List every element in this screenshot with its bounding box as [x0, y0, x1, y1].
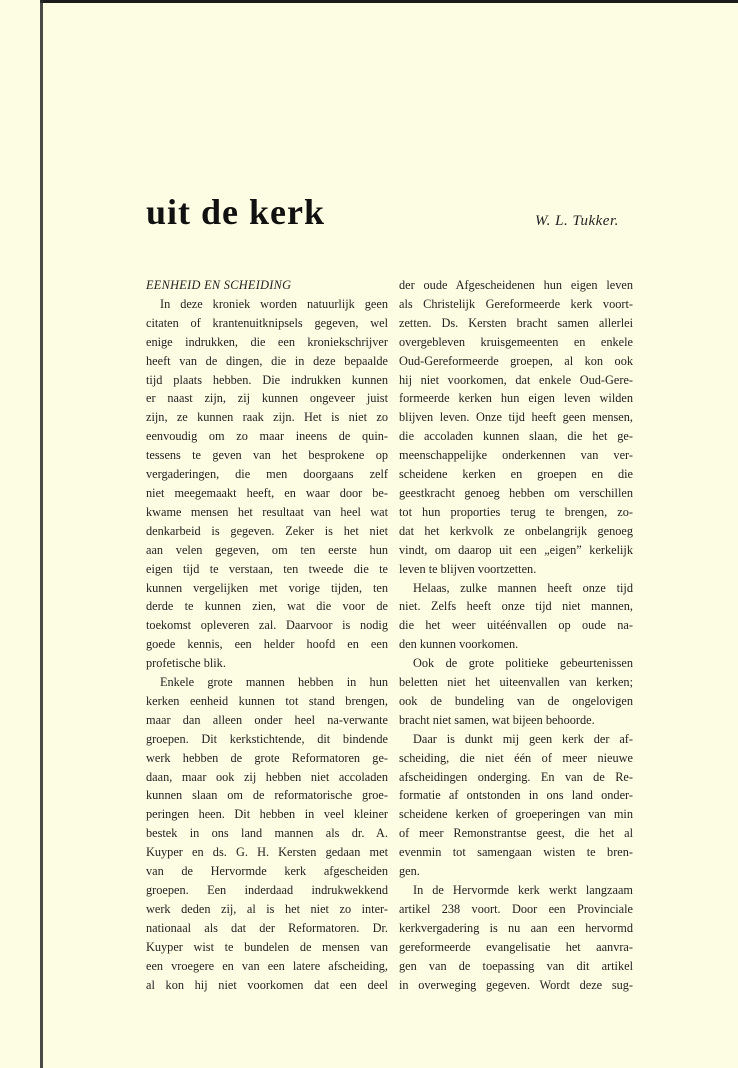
text-line: zijn, ze kunnen raak zijn. Het is niet zo	[146, 410, 388, 425]
text-line: Oud-Gereformeerde groepen, al kon ook	[399, 353, 633, 368]
text-line: niet. Zelfs heeft onze tijd niet mannen,	[399, 599, 633, 614]
text-line: niet meegemaakt heeft, en waar door be-	[146, 485, 388, 500]
text-column-left	[146, 276, 388, 994]
text-line: een vroegere en van een latere afscheiding,	[146, 958, 388, 973]
section-heading: EENHEID EN SCHEIDING	[146, 278, 292, 292]
text-line: afscheidingen onderging. En van de Re-	[399, 769, 633, 784]
text-line: citaten of krantenuitknipsels gegeven, wel	[146, 315, 388, 330]
text-line: kunnen vergelijken met vorige tijden, ten	[146, 580, 388, 595]
text-line: bestek in ons land mannen als dr. A.	[146, 826, 388, 841]
text-line: die accoladen kunnen slaan, die het ge-	[399, 429, 633, 444]
text-line: vergaderingen, die men doorgaans zelf	[146, 467, 388, 482]
text-line: werk hebben de grote Reformatoren ge-	[146, 750, 388, 765]
text-line: Ook de grote politieke gebeurtenissen	[413, 656, 633, 671]
text-line: In de Hervormde kerk werkt langzaam	[413, 883, 633, 897]
text-line: artikel 238 voort. Door een Provinciale	[399, 901, 633, 916]
text-line: denkarbeid is gegeven. Zeker is het niet	[146, 523, 388, 538]
text-line: aan velen gegeven, om ten eerste hun	[146, 542, 388, 557]
text-line: overgebleven kruisgemeenten en enkele	[399, 334, 633, 349]
text-line: derde te kunnen zien, wat die voor de	[146, 599, 388, 614]
text-line: der oude Afgescheidenen hun eigen leven	[399, 278, 633, 292]
text-line: Kuyper wist te bundelen de mensen van	[146, 939, 388, 954]
text-line: geestkracht genoeg hebben om verschillen	[399, 485, 633, 500]
text-line: beletten niet het uiteenvallen van kerken;	[399, 675, 633, 690]
text-line: gereformeerde evangelisatie het aanvra-	[399, 939, 633, 954]
text-line: scheidene kerken en groepen en die	[399, 467, 633, 482]
text-line: kerken eenheid kunnen tot stand brengen,	[146, 693, 388, 708]
text-line: toekomst opleveren zal. Daarvoor is nodig	[146, 618, 388, 633]
author-name: W. L. Tukker.	[535, 213, 619, 229]
text-line: in overweging gegeven. Wordt deze sug-	[399, 977, 633, 992]
text-line: enige indrukken, die een kroniekschrijver	[146, 334, 388, 349]
right-column-body	[399, 276, 633, 994]
left-column-body	[146, 295, 388, 995]
text-line: In deze kroniek worden natuurlijk geen	[160, 296, 388, 311]
text-line: gen.	[399, 864, 420, 879]
text-line: Helaas, zulke mannen heeft onze tijd	[413, 580, 633, 595]
text-line: Enkele grote mannen hebben in hun	[160, 675, 388, 690]
text-line: heeft van de dingen, die in deze bepaalde	[146, 353, 388, 368]
text-line: tessens te geven van het besprokene op	[146, 448, 388, 463]
page-frame-top-border	[40, 0, 738, 3]
text-line: al kon hij niet voorkomen dat een deel	[146, 977, 388, 992]
page-frame-left-border	[40, 0, 43, 1068]
text-line: nationaal als dat der Reformatoren. Dr.	[146, 920, 388, 935]
text-line: goede kennis, een helder hoofd en een	[146, 637, 388, 652]
text-line: bracht niet samen, wat bijeen behoorde.	[399, 712, 595, 727]
text-line: vindt, om daarop uit een „eigen” kerkelijk	[399, 542, 633, 557]
text-column-right	[399, 276, 633, 994]
text-line: groepen. Een inderdaad indrukwekkend	[146, 883, 388, 897]
text-line: werk deden zij, al is het niet zo inter-	[146, 901, 388, 916]
text-line: kwame mensen het resultaat van heel wat	[146, 504, 388, 519]
text-line: tijd plaats hebben. Die indrukken kunnen	[146, 372, 388, 387]
text-line: maar dan alleen onder heel na-verwante	[146, 712, 388, 727]
text-line: daan, maar ook zij hebben niet accoladen	[146, 769, 388, 784]
text-line: dat het kerkvolk ze onbelangrijk genoeg	[399, 523, 633, 538]
text-line: zetten. Ds. Kersten bracht samen allerlei	[399, 315, 633, 330]
text-line: meenschappelijke onderkennen van ver-	[399, 448, 633, 463]
text-line: als Christelijk Gereformeerde kerk voort-	[399, 296, 633, 311]
text-line: den kunnen voorkomen.	[399, 637, 519, 652]
text-line: formatie af ontstonden in ons land onder-	[399, 788, 633, 803]
text-line: ook de bundeling van de ongelovigen	[399, 693, 633, 708]
text-line: er naast zijn, zij kunnen ongeveer juist	[146, 391, 388, 406]
text-line: profetische blik.	[146, 656, 226, 671]
text-line: van de Hervormde kerk afgescheiden	[146, 864, 388, 879]
text-line: blijven leven. Onze tijd heeft geen mensen,	[399, 410, 633, 425]
text-line: gen van de toepassing van dit artikel	[399, 958, 633, 973]
text-line: eigen tijd te verstaan, ten tweede die te	[146, 561, 388, 576]
text-line: groepen. Dit kerkstichtende, dit bindende	[146, 731, 388, 746]
text-line: scheidene kerken of groeperingen van min	[399, 807, 633, 822]
text-line: peringen heen. Dit hebben in veel kleiner	[146, 807, 388, 822]
text-line: die het weer uitéénvallen op oude na-	[399, 618, 633, 633]
text-line: scheiding, die niet één of meer nieuwe	[399, 750, 633, 765]
text-line: kerkvergadering is nu aan een hervormd	[399, 920, 633, 935]
text-line: leven te blijven voortzetten.	[399, 561, 537, 576]
text-line: tot hun proporties terug te brengen, zo-	[399, 504, 633, 519]
text-line: kunnen slaan om de reformatorische groe-	[146, 788, 388, 803]
text-line: hij niet voorkomen, dat enkele Oud-Gere-	[399, 372, 633, 387]
text-line: Daar is dunkt mij geen kerk der af-	[413, 731, 633, 746]
text-line: Kuyper en ds. G. H. Kersten gedaan met	[146, 845, 388, 860]
text-line: eenvoudig om zo maar ineens de quin-	[146, 429, 388, 444]
text-line: evenmin tot samengaan wisten te bren-	[399, 845, 633, 860]
text-line: of meer Remonstrantse geest, die het al	[399, 826, 633, 841]
column-title: uit de kerk	[146, 192, 326, 232]
text-line: formeerde kerken hun eigen leven wilden	[399, 391, 633, 406]
